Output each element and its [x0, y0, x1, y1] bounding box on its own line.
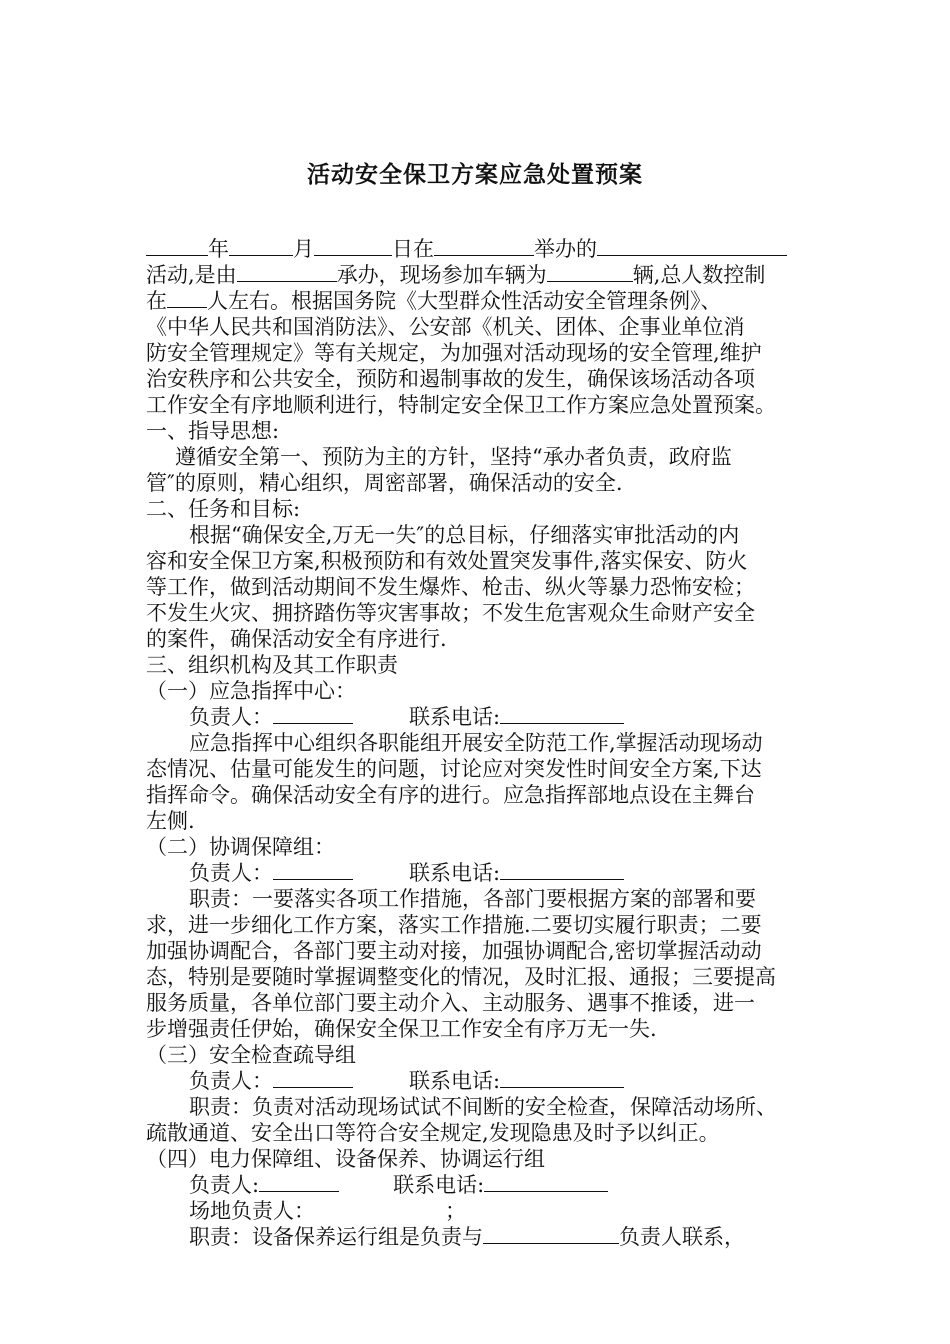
blank-year — [146, 236, 208, 256]
group-1-text: 指挥命令。确保活动安全有序的进行。应急指挥部地点设在主舞台 — [146, 783, 755, 807]
group-1-contact: 负责人： 联系电话: — [189, 704, 624, 730]
group-2-text: 步增强责任伊始，确保安全保卫工作安全有序万无一失. — [146, 1017, 657, 1041]
section-2-text: 不发生火灾、拥挤踏伤等灾害事故；不发生危害观众生命财产安全 — [146, 601, 755, 625]
section-3-heading: 三、组织机构及其工作职责 — [146, 653, 398, 677]
intro-line-2: 活动,是由 承办，现场参加车辆为 辆,总人数控制 — [146, 263, 766, 287]
blank-activity — [597, 236, 787, 256]
group-3-contact: 负责人： 联系电话: — [189, 1068, 624, 1094]
blank-contact-person — [483, 1224, 619, 1244]
blank-person — [273, 704, 353, 724]
section-2-text: 等工作，做到活动期间不发生爆炸、枪击、纵火等暴力恐怖安检； — [146, 575, 755, 599]
section-1-heading: 一、指导思想: — [146, 419, 280, 443]
group-2-text: 服务质量，各单位部门要主动介入、主动服务、遇事不推诿，进一 — [146, 991, 755, 1015]
group-4-contact: 负责人: 联系电话: — [189, 1172, 608, 1198]
venue-contact: 场地负责人： ； — [189, 1199, 466, 1223]
intro-line-5: 防安全管理规定》等有关规定，为加强对活动现场的安全管理,维护 — [146, 341, 762, 365]
group-2-heading: （二）协调保障组： — [146, 835, 335, 859]
blank-phone — [500, 1068, 624, 1088]
section-2-text: 的案件，确保活动安全有序进行. — [146, 627, 447, 651]
section-1-text: 遵循安全第一、预防为主的方针，坚持“承办者负责，政府监 — [175, 445, 732, 469]
blank-person — [273, 1068, 353, 1088]
blank-person — [273, 860, 353, 880]
section-2-text: 容和安全保卫方案,积极预防和有效处置突发事件,落实保安、防火 — [146, 549, 748, 573]
intro-line-6: 治安秩序和公共安全，预防和遏制事故的发生，确保该场活动各项 — [146, 367, 755, 391]
section-1-text: 管″的原则，精心组织，周密部署，确保活动的安全. — [146, 471, 623, 495]
group-2-text: 加强协调配合，各部门要主动对接，加强协调配合,密切掌握活动动 — [146, 939, 762, 963]
blank-phone — [500, 860, 624, 880]
blank-phone — [500, 704, 624, 724]
blank-day — [314, 236, 392, 256]
group-2-text: 职责：一要落实各项工作措施，各部门要根据方案的部署和要 — [189, 887, 756, 911]
intro-line-1: 年 月 日在 举办的 — [146, 236, 787, 262]
section-2-heading: 二、任务和目标: — [146, 497, 301, 521]
group-4-text: 职责：设备保养运行组是负责与 负责人联系， — [189, 1225, 745, 1249]
intro-line-7: 工作安全有序地顺利进行，特制定安全保卫工作方案应急处置预案。 — [146, 393, 776, 417]
blank-phone — [484, 1172, 608, 1192]
group-1-text: 应急指挥中心组织各职能组开展安全防范工作,掌握活动现场动 — [189, 731, 763, 755]
blank-month — [229, 236, 293, 256]
group-2-text: 求，进一步细化工作方案，落实工作措施.二要切实履行职责；二要 — [146, 913, 762, 937]
group-1-heading: （一）应急指挥中心： — [146, 679, 356, 703]
group-2-text: 态，特别是要随时掌握调整变化的情况，及时汇报、通报；三要提高 — [146, 965, 776, 989]
section-2-text: 根据“确保安全,万无一失″的总目标，仔细落实审批活动的内 — [189, 523, 740, 547]
group-3-text: 疏散通道、安全出口等符合安全规定,发现隐患及时予以纠正。 — [146, 1121, 720, 1145]
group-4-heading: （四）电力保障组、设备保养、协调运行组 — [146, 1147, 545, 1171]
blank-person — [259, 1172, 339, 1192]
group-3-heading: （三）安全检查疏导组 — [146, 1043, 356, 1067]
blank-vehicles — [547, 262, 633, 282]
blank-venue — [434, 236, 534, 256]
blank-people — [167, 288, 207, 308]
group-3-text: 职责：负责对活动现场试试不间断的安全检查，保障活动场所、 — [189, 1095, 777, 1119]
blank-organizer — [237, 262, 337, 282]
group-1-text: 左侧. — [146, 809, 195, 833]
group-1-text: 态情况、估量可能发生的问题，讨论应对突发性时间安全方案,下达 — [146, 757, 762, 781]
page-title: 活动安全保卫方案应急处置预案 — [307, 162, 643, 188]
intro-line-3: 在 人左右。根据国务院《大型群众性活动安全管理条例》、 — [146, 289, 722, 313]
intro-line-4: 《中华人民共和国消防法》、公安部《机关、团体、企事业单位消 — [146, 315, 745, 339]
group-2-contact: 负责人： 联系电话: — [189, 860, 624, 886]
